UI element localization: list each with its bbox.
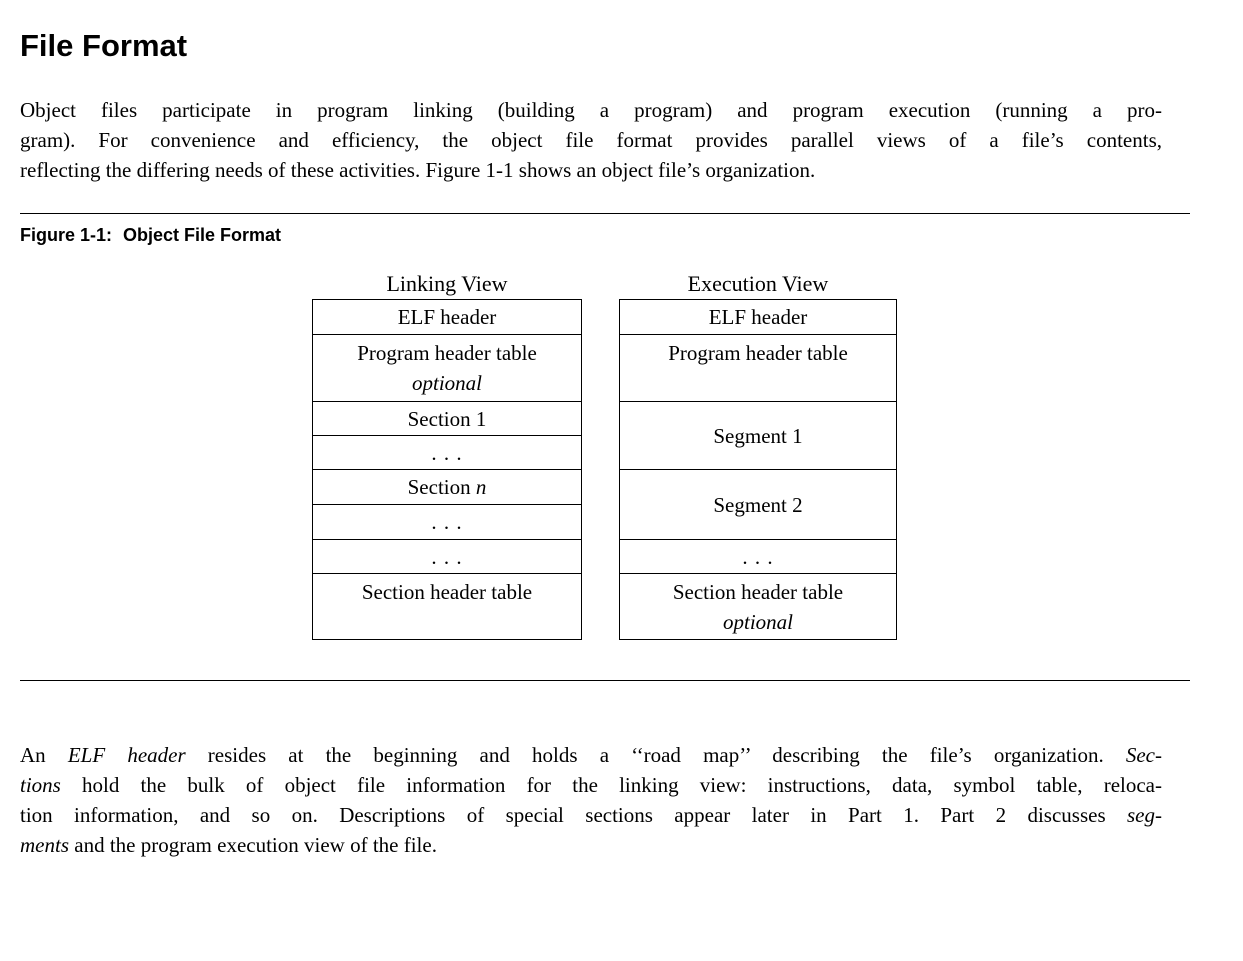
paragraph-line: An ELF header resides at the beginning and holds a ‘‘road map’’ describing the file’s organization. Sec-	[20, 743, 1162, 767]
execution-view-box	[619, 299, 897, 640]
paragraph-line: tion information, and so on. Descriptions of special sections appear later in Part 1. Part 2 discusses seg-	[20, 803, 1162, 827]
linking-row-ellipsis	[313, 505, 581, 540]
ellipsis-dots: . . .	[431, 510, 463, 534]
execution-row-section-header-table	[620, 574, 896, 639]
linking-row-elf-header	[313, 300, 581, 335]
row-label: Section header table	[361, 580, 533, 604]
linking-row-ellipsis	[313, 540, 581, 574]
linking-view-box	[312, 299, 582, 640]
execution-row-ellipsis	[620, 540, 896, 574]
row-label: Section n	[407, 475, 487, 499]
row-label: Segment 2	[713, 492, 803, 517]
linking-row-ellipsis	[313, 436, 581, 470]
linking-row-program-header-table	[313, 335, 581, 402]
execution-row-segment-2	[620, 470, 896, 540]
linking-view-title: Linking View	[386, 271, 508, 296]
linking-row-section-n	[313, 470, 581, 505]
paragraph-line: gram). For convenience and efficiency, the object file format provides parallel views of a file’s contents,	[20, 128, 1162, 152]
ellipsis-dots: . . .	[742, 544, 774, 569]
linking-view	[312, 269, 582, 640]
ellipsis-dots: . . .	[431, 544, 463, 569]
linking-row-section-1	[313, 402, 581, 436]
horizontal-rule-bottom	[20, 680, 1190, 681]
paragraph-line: Object files participate in program linking (building a program) and program execution (running a pro-	[20, 98, 1162, 122]
row-label: ELF header	[397, 305, 497, 329]
execution-view-title: Execution View	[687, 271, 829, 296]
paragraph-line: tions hold the bulk of object file information for the linking view: instructions, data, symbol table, reloca-	[20, 773, 1162, 797]
row-label: Program header table	[668, 341, 848, 365]
ellipsis-dots: . . .	[431, 440, 463, 465]
row-label: Section 1	[407, 406, 487, 431]
execution-view	[619, 269, 897, 640]
row-label: Program header table	[357, 341, 537, 365]
paragraph-line: ments and the program execution view of the file.	[20, 833, 437, 857]
row-label: Section header table	[672, 579, 844, 604]
body-paragraph	[20, 740, 1162, 860]
execution-row-program-header-table	[620, 335, 896, 402]
figure-title: Object File Format	[123, 225, 282, 245]
horizontal-rule-top	[20, 213, 1190, 214]
row-sublabel-optional: optional	[722, 609, 793, 634]
linking-row-section-header-table	[313, 574, 581, 639]
figure-number: Figure 1-1:	[20, 225, 113, 245]
row-label: Segment 1	[713, 423, 803, 448]
page-title: File Format	[20, 28, 188, 63]
execution-row-segment-1	[620, 402, 896, 470]
figure-diagram	[312, 269, 1243, 640]
row-label: ELF header	[708, 305, 808, 329]
execution-row-elf-header	[620, 300, 896, 335]
intro-paragraph	[20, 95, 1162, 185]
row-sublabel-optional: optional	[411, 371, 482, 395]
figure-label	[20, 223, 1243, 247]
paragraph-line: reflecting the differing needs of these activities. Figure 1-1 shows an object file’s organization.	[20, 158, 816, 182]
